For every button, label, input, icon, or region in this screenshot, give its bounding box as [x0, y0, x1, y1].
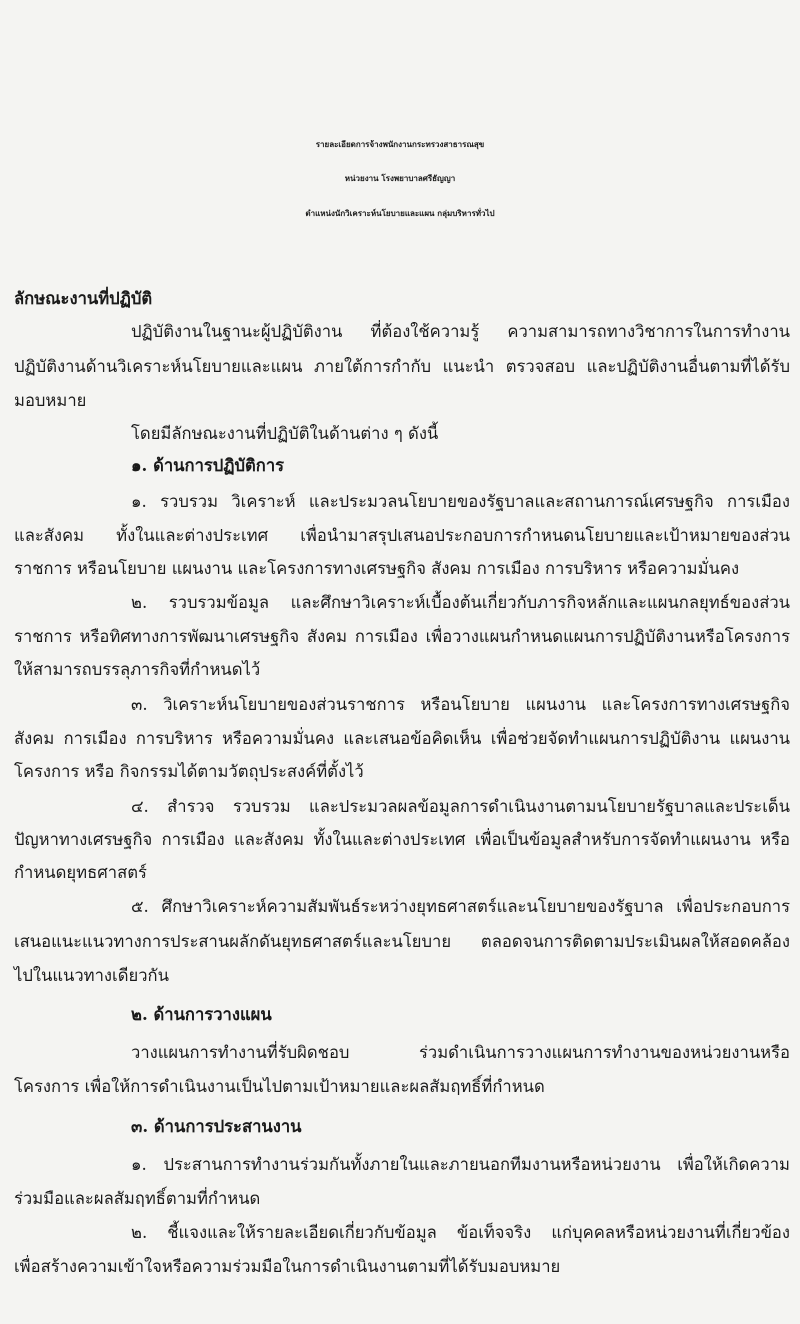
subsection-heading-coordination: ๓. ด้านการประสานงาน [131, 1116, 302, 1136]
coordination-item-2-line-2: เพื่อสร้างความเข้าใจหรือความร่วมมือในการดำเนินงานตามที่ได้รับมอบหมาย [14, 1257, 561, 1276]
operations-item-3-line-3: โครงการ หรือ กิจกรรมได้ตามวัตถุประสงค์ที่ตั้งไว้ [14, 762, 364, 781]
operations-item-4-line-1: ๔. สำรวจ รวบรวม และประมวลผลข้อมูลการดำเนินงานตามนโยบายรัฐบาลและประเด็น [131, 797, 790, 816]
subsection-heading-operations: ๑. ด้านการปฏิบัติการ [131, 455, 285, 475]
planning-line-1: วางแผนการทำงานที่รับผิดชอบ ร่วมดำเนินการวางแผนการทำงานของหน่วยงานหรือ [131, 1043, 790, 1062]
operations-item-2-line-2: ราชการ หรือทิศทางการพัฒนาเศรษฐกิจ สังคม การเมือง เพื่อวางแผนกำหนดแผนการปฏิบัติงานหรือโครงการ [14, 627, 790, 646]
operations-item-4-line-3: กำหนดยุทธศาสตร์ [14, 863, 147, 882]
intro-line-4: โดยมีลักษณะงานที่ปฏิบัติในด้านต่าง ๆ ดังนี้ [131, 424, 439, 443]
position-line: ตำแหน่งนักวิเคราะห์นโยบายและแผน กลุ่มบริหารทั่วไป [305, 208, 495, 218]
operations-item-2-line-3: ให้สามารถบรรลุภารกิจที่กำหนดไว้ [14, 660, 261, 679]
operations-item-5-line-2: เสนอแนะแนวทางการประสานผลักดันยุทธศาสตร์และนโยบาย ตลอดจนการติดตามประเมินผลให้สอดคล้อง [14, 932, 790, 951]
section-heading: ลักษณะงานที่ปฏิบัติ [14, 288, 153, 308]
intro-line-2: ปฏิบัติงานด้านวิเคราะห์นโยบายและแผน ภายใต้การกำกับ แนะนำ ตรวจสอบ และปฏิบัติงานอื่นตามที่ได้รับ [14, 357, 790, 376]
operations-item-5-line-1: ๕. ศึกษาวิเคราะห์ความสัมพันธ์ระหว่างยุทธศาสตร์และนโยบายของรัฐบาล เพื่อประกอบการ [131, 897, 790, 916]
intro-line-3: มอบหมาย [14, 391, 87, 410]
document-title: รายละเอียดการจ้างพนักงานกระทรวงสาธารณสุข [315, 139, 485, 149]
coordination-item-2-line-1: ๒. ชี้แจงและให้รายละเอียดเกี่ยวกับข้อมูล ข้อเท็จจริง แก่บุคคลหรือหน่วยงานที่เกี่ยวข้อง [131, 1223, 790, 1242]
coordination-item-1-line-2: ร่วมมือและผลสัมฤทธิ์ตามที่กำหนด [14, 1189, 261, 1208]
coordination-item-1-line-1: ๑. ประสานการทำงานร่วมกันทั้งภายในและภายนอกทีมงานหรือหน่วยงาน เพื่อให้เกิดความ [131, 1155, 790, 1174]
operations-item-1-line-1: ๑. รวบรวม วิเคราะห์ และประมวลนโยบายของรัฐบาลและสถานการณ์เศรษฐกิจ การเมือง [131, 492, 790, 511]
intro-line-1: ปฏิบัติงานในฐานะผู้ปฏิบัติงาน ที่ต้องใช้ความรู้ ความสามารถทางวิชาการในการทำงาน [131, 322, 790, 341]
subsection-heading-planning: ๒. ด้านการวางแผน [131, 1004, 272, 1024]
operations-item-1-line-3: ราชการ หรือนโยบาย แผนงาน และโครงการทางเศรษฐกิจ สังคม การเมือง การบริหาร หรือความมั่นคง [14, 559, 740, 578]
planning-line-2: โครงการ เพื่อให้การดำเนินงานเป็นไปตามเป้าหมายและผลสัมฤทธิ์ที่กำหนด [14, 1077, 545, 1096]
agency-line: หน่วยงาน โรงพยาบาลศรีธัญญา [344, 173, 456, 183]
operations-item-1-line-2: และสังคม ทั้งในและต่างประเทศ เพื่อนำมาสรุปเสนอประกอบการกำหนดนโยบายและเป้าหมายของส่วน [14, 526, 790, 545]
operations-item-2-line-1: ๒. รวบรวมข้อมูล และศึกษาวิเคราะห์เบื้องต้นเกี่ยวกับภารกิจหลักและแผนกลยุทธ์ของส่วน [131, 593, 790, 612]
operations-item-3-line-2: สังคม การเมือง การบริหาร หรือความมั่นคง และเสนอข้อคิดเห็น เพื่อช่วยจัดทำแผนการปฏิบัติงาน แผนงาน [14, 729, 790, 748]
operations-item-3-line-1: ๓. วิเคราะห์นโยบายของส่วนราชการ หรือนโยบาย แผนงาน และโครงการทางเศรษฐกิจ [131, 695, 790, 714]
operations-item-4-line-2: ปัญหาทางเศรษฐกิจ การเมือง และสังคม ทั้งในและต่างประเทศ เพื่อเป็นข้อมูลสำหรับการจัดทำแผนงาน หรือ [14, 830, 790, 849]
operations-item-5-line-3: ไปในแนวทางเดียวกัน [14, 966, 169, 985]
